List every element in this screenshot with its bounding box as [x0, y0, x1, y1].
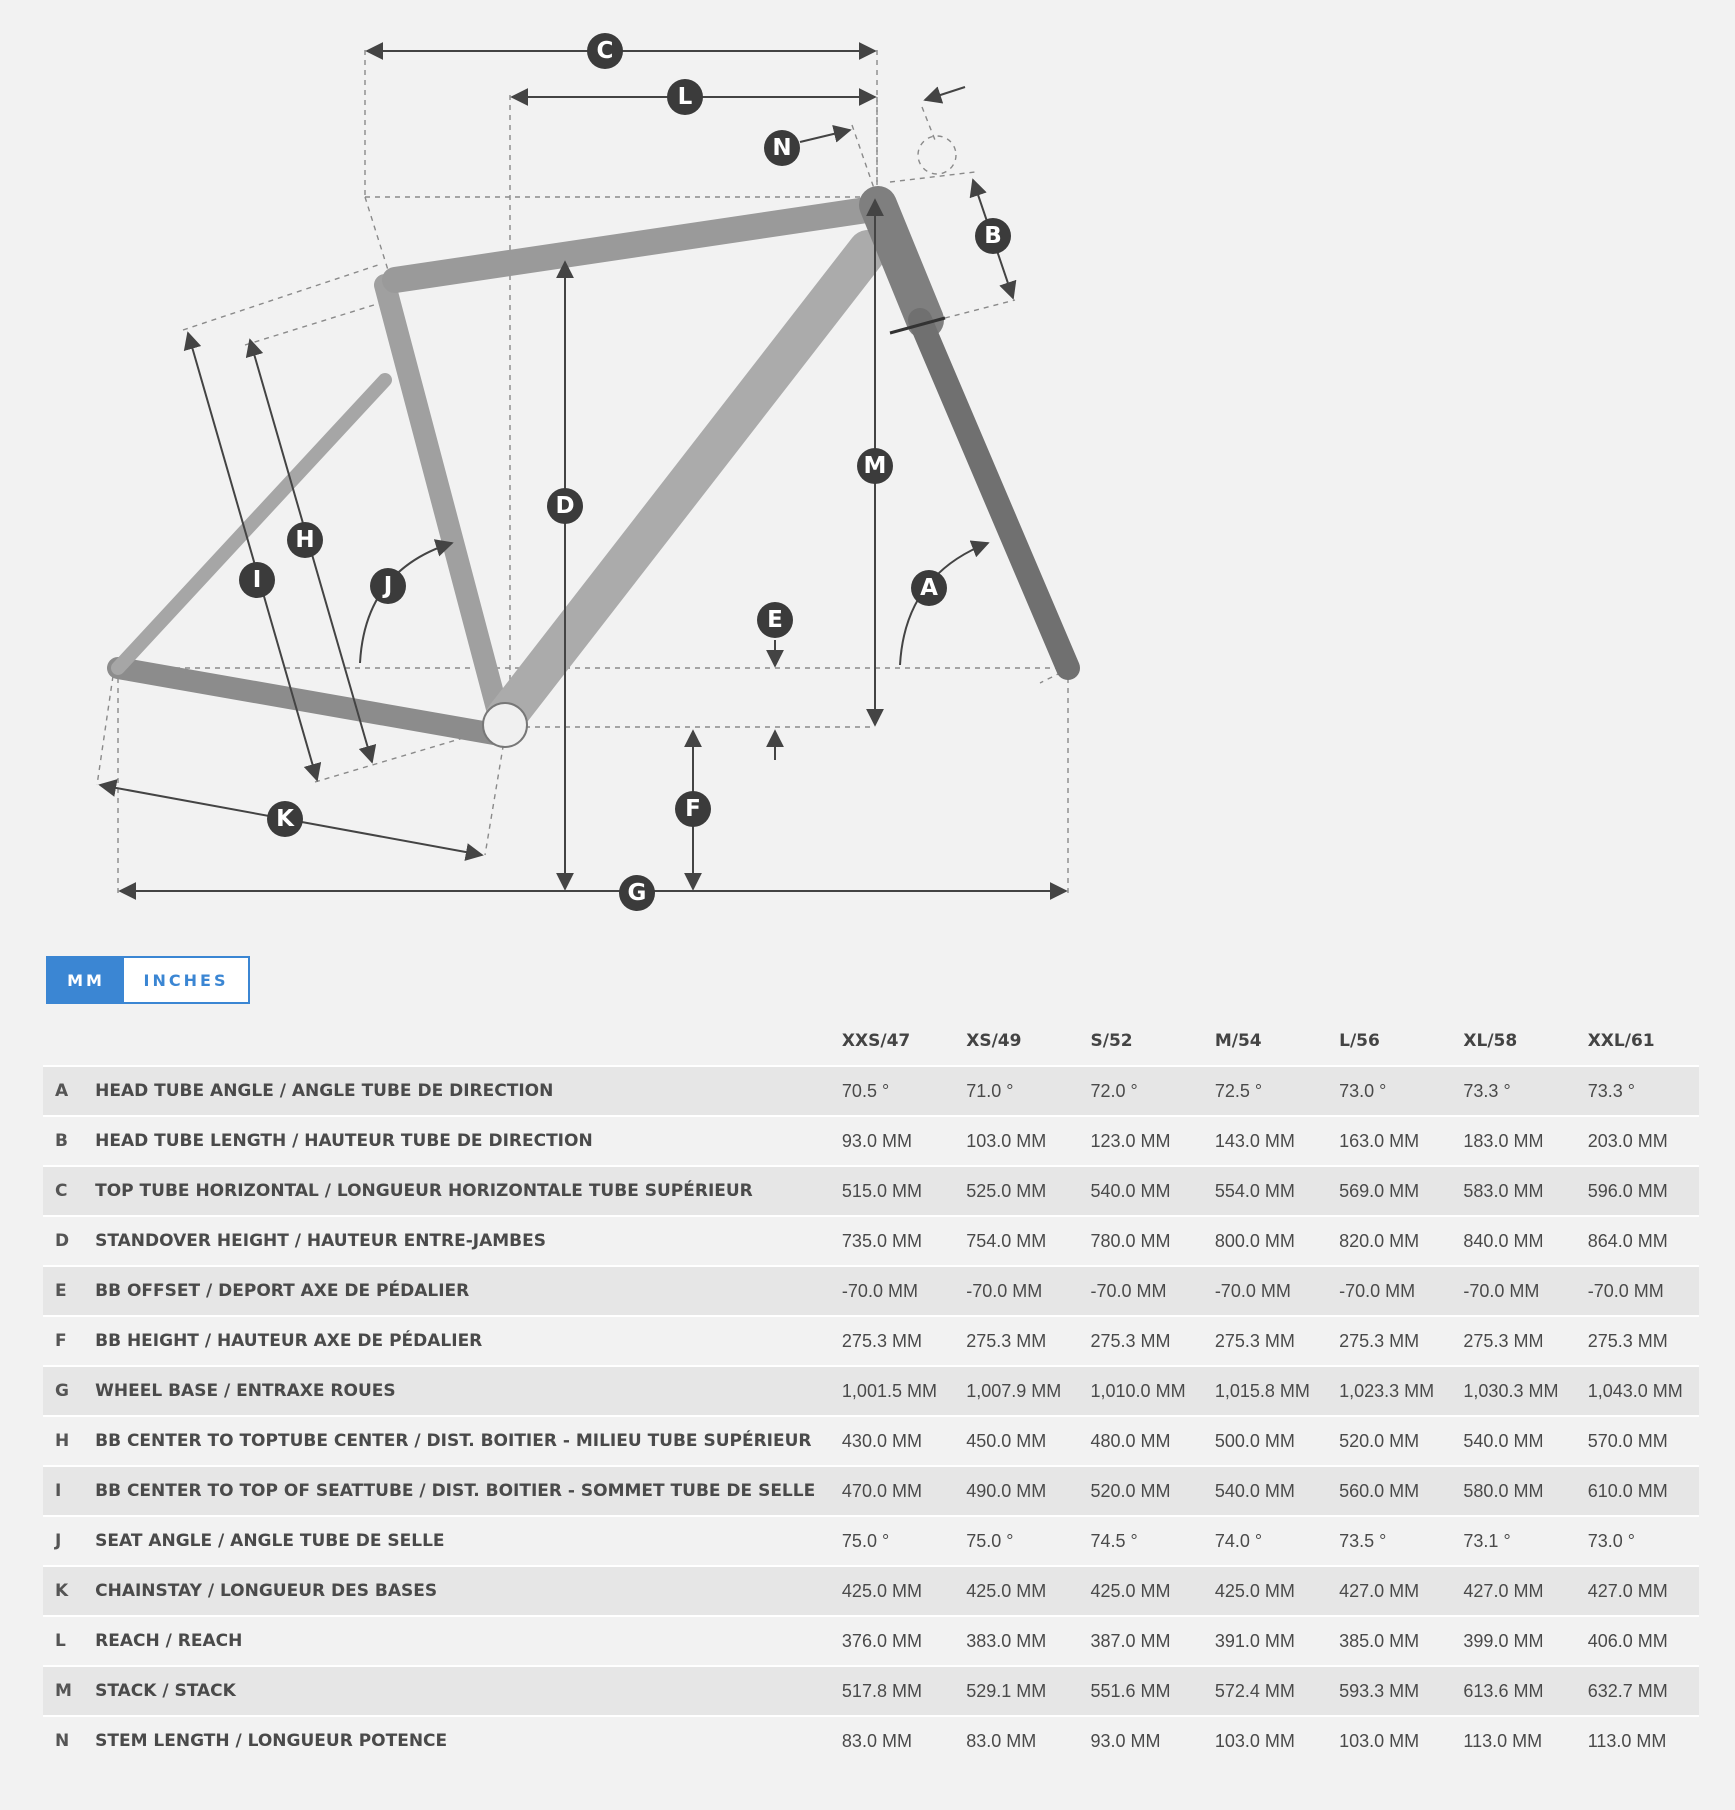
svg-text:G: G [627, 880, 647, 906]
unit-inches-button[interactable]: INCHES [124, 958, 248, 1002]
row-letter: J [43, 1516, 95, 1566]
row-letter: I [43, 1466, 95, 1516]
row-value: 203.0 MM [1588, 1116, 1699, 1166]
row-letter: F [43, 1316, 95, 1366]
row-value: 103.0 MM [1215, 1716, 1339, 1765]
row-value: 275.3 MM [966, 1316, 1090, 1366]
row-value: 864.0 MM [1588, 1216, 1699, 1266]
row-letter: N [43, 1716, 95, 1765]
header-label [95, 1017, 842, 1066]
row-letter: A [43, 1066, 95, 1116]
row-value: 275.3 MM [842, 1316, 966, 1366]
row-value: 143.0 MM [1215, 1116, 1339, 1166]
row-value: 1,023.3 MM [1339, 1366, 1463, 1416]
row-value: 583.0 MM [1463, 1166, 1587, 1216]
table-row [43, 1416, 1699, 1466]
label-M [857, 448, 893, 484]
row-value: 73.0 ° [1588, 1516, 1699, 1566]
label-G [619, 875, 655, 911]
row-value: 427.0 MM [1339, 1566, 1463, 1616]
row-value: 517.8 MM [842, 1666, 966, 1716]
row-letter: D [43, 1216, 95, 1266]
row-value: 72.5 ° [1215, 1066, 1339, 1116]
label-E [757, 602, 793, 638]
label-I [239, 562, 275, 598]
row-value: 70.5 ° [842, 1066, 966, 1116]
size-header: XS/49 [966, 1031, 1022, 1051]
row-value: 515.0 MM [842, 1166, 966, 1216]
geometry-table [43, 1017, 1699, 1765]
row-value: 399.0 MM [1463, 1616, 1587, 1666]
row-value: 613.6 MM [1463, 1666, 1587, 1716]
row-value: 580.0 MM [1463, 1466, 1587, 1516]
row-value: 430.0 MM [842, 1416, 966, 1466]
row-value: 74.5 ° [1091, 1516, 1215, 1566]
row-value: 425.0 MM [1091, 1566, 1215, 1616]
table-row [43, 1516, 1699, 1566]
row-letter: K [43, 1566, 95, 1616]
row-value: 540.0 MM [1091, 1166, 1215, 1216]
svg-text:F: F [685, 796, 701, 822]
label-F [675, 791, 711, 827]
row-label: TOP TUBE HORIZONTAL / LONGUEUR HORIZONTALE TUBE SUPÉRIEUR [95, 1166, 842, 1216]
row-value: 735.0 MM [842, 1216, 966, 1266]
bike-frame [118, 205, 1068, 747]
row-label: STACK / STACK [95, 1666, 842, 1716]
svg-text:N: N [772, 135, 792, 161]
row-letter: M [43, 1666, 95, 1716]
row-value: 596.0 MM [1588, 1166, 1699, 1216]
table-row [43, 1466, 1699, 1516]
row-label: HEAD TUBE LENGTH / HAUTEUR TUBE DE DIRECTION [95, 1116, 842, 1166]
table-row [43, 1566, 1699, 1616]
row-value: 540.0 MM [1215, 1466, 1339, 1516]
row-value: -70.0 MM [1588, 1266, 1699, 1316]
row-value: 572.4 MM [1215, 1666, 1339, 1716]
svg-text:I: I [252, 567, 262, 593]
row-label: BB HEIGHT / HAUTEUR AXE DE PÉDALIER [95, 1316, 842, 1366]
row-label: SEAT ANGLE / ANGLE TUBE DE SELLE [95, 1516, 842, 1566]
size-header: XXS/47 [841, 1031, 911, 1051]
row-value: 83.0 MM [842, 1716, 966, 1765]
dimension-arrows [100, 51, 1066, 891]
row-value: 480.0 MM [1091, 1416, 1215, 1466]
row-value: 72.0 ° [1091, 1066, 1215, 1116]
size-header: XL/58 [1463, 1031, 1518, 1051]
row-letter: C [43, 1166, 95, 1216]
row-value: 840.0 MM [1463, 1216, 1587, 1266]
row-value: 570.0 MM [1588, 1416, 1699, 1466]
row-value: 1,015.8 MM [1215, 1366, 1339, 1416]
row-value: 103.0 MM [966, 1116, 1090, 1166]
row-value: 73.0 ° [1339, 1066, 1463, 1116]
svg-text:A: A [920, 575, 938, 601]
label-J [370, 568, 406, 604]
row-value: 113.0 MM [1463, 1716, 1587, 1765]
table-row [43, 1066, 1699, 1116]
row-value: 520.0 MM [1339, 1416, 1463, 1466]
row-label: WHEEL BASE / ENTRAXE ROUES [95, 1366, 842, 1416]
row-value: 551.6 MM [1091, 1666, 1215, 1716]
table-row [43, 1266, 1699, 1316]
row-value: 425.0 MM [966, 1566, 1090, 1616]
table-row [43, 1166, 1699, 1216]
row-value: -70.0 MM [1463, 1266, 1587, 1316]
table-row [43, 1616, 1699, 1666]
row-label: BB CENTER TO TOPTUBE CENTER / DIST. BOITIER - MILIEU TUBE SUPÉRIEUR [95, 1416, 842, 1466]
row-letter: E [43, 1266, 95, 1316]
row-value: 74.0 ° [1215, 1516, 1339, 1566]
row-value: 163.0 MM [1339, 1116, 1463, 1166]
row-value: 1,001.5 MM [842, 1366, 966, 1416]
label-B [975, 218, 1011, 254]
row-label: STANDOVER HEIGHT / HAUTEUR ENTRE-JAMBES [95, 1216, 842, 1266]
row-value: 529.1 MM [966, 1666, 1090, 1716]
row-letter: G [43, 1366, 95, 1416]
svg-text:K: K [276, 806, 294, 832]
row-value: 1,010.0 MM [1091, 1366, 1215, 1416]
row-value: 632.7 MM [1588, 1666, 1699, 1716]
row-value: 1,007.9 MM [966, 1366, 1090, 1416]
geometry-table-body [43, 1066, 1699, 1765]
label-A [911, 570, 947, 606]
row-letter: L [43, 1616, 95, 1666]
row-value: 93.0 MM [1091, 1716, 1215, 1765]
row-value: 113.0 MM [1588, 1716, 1699, 1765]
label-K [267, 801, 303, 837]
header-letter [43, 1017, 95, 1066]
unit-toggle [46, 956, 250, 1004]
row-value: 525.0 MM [966, 1166, 1090, 1216]
row-value: 540.0 MM [1463, 1416, 1587, 1466]
row-value: 275.3 MM [1463, 1316, 1587, 1366]
row-value: 71.0 ° [966, 1066, 1090, 1116]
row-value: 780.0 MM [1091, 1216, 1215, 1266]
row-value: 385.0 MM [1339, 1616, 1463, 1666]
size-header: S/52 [1090, 1031, 1133, 1051]
row-value: 75.0 ° [842, 1516, 966, 1566]
row-value: -70.0 MM [842, 1266, 966, 1316]
row-value: 593.3 MM [1339, 1666, 1463, 1716]
row-value: 610.0 MM [1588, 1466, 1699, 1516]
table-row [43, 1116, 1699, 1166]
row-value: 427.0 MM [1588, 1566, 1699, 1616]
row-value: -70.0 MM [1215, 1266, 1339, 1316]
row-value: 520.0 MM [1091, 1466, 1215, 1516]
svg-text:J: J [383, 573, 393, 599]
row-value: 75.0 ° [966, 1516, 1090, 1566]
table-row [43, 1216, 1699, 1266]
row-value: 560.0 MM [1339, 1466, 1463, 1516]
row-value: 754.0 MM [966, 1216, 1090, 1266]
row-value: 275.3 MM [1588, 1316, 1699, 1366]
label-D [547, 488, 583, 524]
row-value: 820.0 MM [1339, 1216, 1463, 1266]
row-label: CHAINSTAY / LONGUEUR DES BASES [95, 1566, 842, 1616]
row-value: -70.0 MM [966, 1266, 1090, 1316]
svg-text:E: E [767, 607, 783, 633]
svg-text:M: M [863, 453, 887, 479]
row-label: REACH / REACH [95, 1616, 842, 1666]
label-H [287, 522, 323, 558]
row-value: 554.0 MM [1215, 1166, 1339, 1216]
row-value: 275.3 MM [1091, 1316, 1215, 1366]
table-row [43, 1716, 1699, 1765]
row-value: 73.5 ° [1339, 1516, 1463, 1566]
table-row [43, 1666, 1699, 1716]
row-value: 569.0 MM [1339, 1166, 1463, 1216]
row-value: -70.0 MM [1339, 1266, 1463, 1316]
row-label: STEM LENGTH / LONGUEUR POTENCE [95, 1716, 842, 1765]
svg-text:D: D [555, 493, 575, 519]
row-value: -70.0 MM [1091, 1266, 1215, 1316]
size-header: L/56 [1339, 1031, 1380, 1051]
svg-text:C: C [596, 38, 614, 64]
row-value: 103.0 MM [1339, 1716, 1463, 1765]
row-label: BB OFFSET / DEPORT AXE DE PÉDALIER [95, 1266, 842, 1316]
row-letter: B [43, 1116, 95, 1166]
label-N [764, 130, 800, 166]
unit-mm-button[interactable]: MM [48, 958, 124, 1002]
row-label: BB CENTER TO TOP OF SEATTUBE / DIST. BOITIER - SOMMET TUBE DE SELLE [95, 1466, 842, 1516]
row-value: 387.0 MM [1091, 1616, 1215, 1666]
row-value: 275.3 MM [1339, 1316, 1463, 1366]
row-value: 391.0 MM [1215, 1616, 1339, 1666]
row-value: 500.0 MM [1215, 1416, 1339, 1466]
row-value: 450.0 MM [966, 1416, 1090, 1466]
row-value: 123.0 MM [1091, 1116, 1215, 1166]
row-value: 406.0 MM [1588, 1616, 1699, 1666]
row-value: 73.3 ° [1588, 1066, 1699, 1116]
row-value: 73.1 ° [1463, 1516, 1587, 1566]
row-value: 83.0 MM [966, 1716, 1090, 1765]
row-value: 376.0 MM [842, 1616, 966, 1666]
construction-lines [97, 50, 1070, 893]
row-label: HEAD TUBE ANGLE / ANGLE TUBE DE DIRECTION [95, 1066, 842, 1116]
table-row [43, 1366, 1699, 1416]
size-header-row [43, 1017, 1699, 1066]
row-value: 383.0 MM [966, 1616, 1090, 1666]
svg-text:H: H [295, 527, 315, 553]
row-value: 427.0 MM [1463, 1566, 1587, 1616]
size-header: XXL/61 [1587, 1031, 1655, 1051]
row-value: 275.3 MM [1215, 1316, 1339, 1366]
size-header: M/54 [1214, 1031, 1262, 1051]
row-value: 93.0 MM [842, 1116, 966, 1166]
row-letter: H [43, 1416, 95, 1466]
row-value: 183.0 MM [1463, 1116, 1587, 1166]
row-value: 73.3 ° [1463, 1066, 1587, 1116]
row-value: 1,043.0 MM [1588, 1366, 1699, 1416]
row-value: 1,030.3 MM [1463, 1366, 1587, 1416]
svg-text:L: L [677, 84, 693, 110]
table-row [43, 1316, 1699, 1366]
row-value: 490.0 MM [966, 1466, 1090, 1516]
row-value: 800.0 MM [1215, 1216, 1339, 1266]
row-value: 470.0 MM [842, 1466, 966, 1516]
row-value: 425.0 MM [1215, 1566, 1339, 1616]
label-L [667, 79, 703, 115]
svg-text:B: B [984, 223, 1002, 249]
row-value: 425.0 MM [842, 1566, 966, 1616]
label-C [587, 33, 623, 69]
